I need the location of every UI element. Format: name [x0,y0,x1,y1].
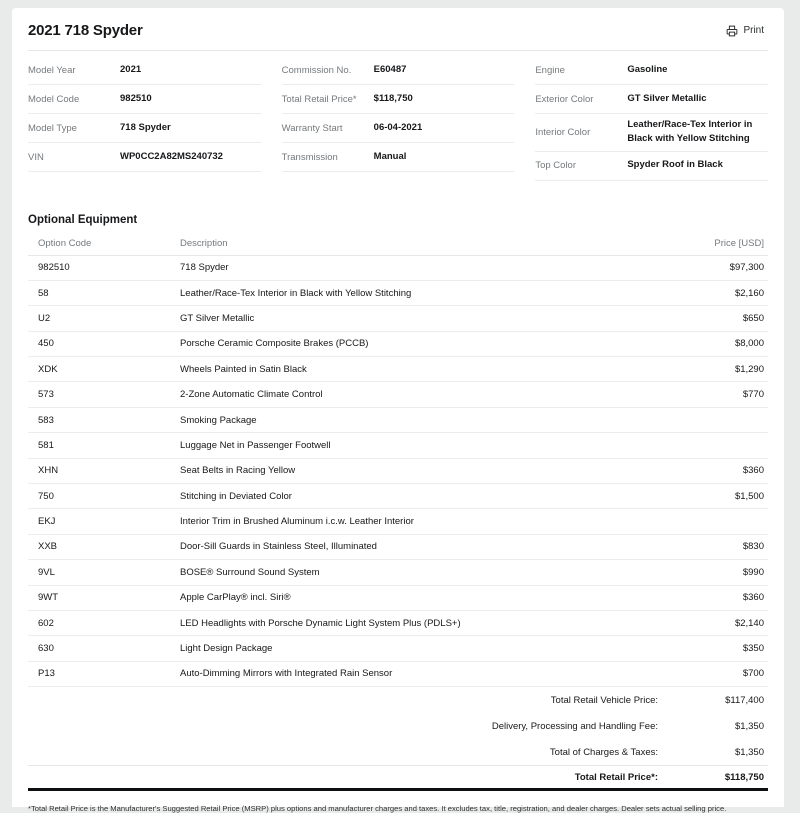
info-row [282,114,515,143]
option-code-cell: EKJ [38,516,56,528]
price-cell: $770 [742,389,764,401]
info-label: Model Code [28,93,80,105]
info-row [535,114,768,152]
info-label: Commission No. [281,64,352,76]
description-cell: GT Silver Metallic [180,312,255,324]
table-row [28,459,768,484]
price-cell: $1,290 [734,363,764,375]
info-row [282,143,515,172]
printer-icon [726,25,738,37]
price-cell: $360 [742,592,764,604]
description-cell: Leather/Race-Tex Interior in Black with Yellow Stitching [180,287,412,299]
option-code-cell: 630 [38,643,54,655]
table-row [28,332,768,357]
option-code-cell: 9WT [38,592,59,604]
equipment-table-header [28,232,768,256]
info-row [282,85,515,114]
description-cell: LED Headlights with Porsche Dynamic Light System Plus (PDLS+) [180,617,461,629]
table-row [28,382,768,407]
description-cell: 718 Spyder [180,262,229,274]
description-cell: Stitching in Deviated Color [180,490,292,502]
total-label: Total Retail Vehicle Price: [550,694,658,706]
optional-equipment-section [28,214,768,688]
table-row [28,408,768,433]
option-code-cell: 573 [38,389,54,401]
price-cell: $700 [742,668,764,680]
price-cell: $830 [742,541,764,553]
info-row [535,152,768,181]
table-row [28,560,768,585]
table-row [28,662,768,687]
table-row [28,636,768,661]
equipment-table-body [28,256,768,688]
description-cell: Auto-Dimming Mirrors with Integrated Rain Sensor [180,668,393,680]
price-cell: $2,140 [734,617,764,629]
page-title: 2021 718 Spyder [28,22,143,39]
option-code-cell: XXB [38,541,58,553]
print-button-label: Print [743,25,764,36]
description-cell: Interior Trim in Brushed Aluminum i.c.w. Leather Interior [180,516,414,528]
option-code-cell: XDK [38,363,58,375]
info-value: E60487 [373,63,407,75]
price-cell: $650 [742,312,764,324]
option-code-cell: U2 [38,312,51,324]
table-row [28,256,768,281]
description-cell: Door-Sill Guards in Stainless Steel, Illuminated [180,541,377,553]
info-value: 982510 [120,92,152,104]
info-value: $118,750 [373,92,413,104]
price-cell: $97,300 [729,262,764,274]
description-cell: Smoking Package [180,414,257,426]
table-row [28,306,768,331]
info-value: 2021 [120,63,142,75]
table-row [28,357,768,382]
price-cell: $8,000 [734,338,764,350]
info-value: Manual [373,150,407,162]
info-row [282,56,515,85]
info-value: Leather/Race-Tex Interior in Black with Yellow Stitching [627,119,753,145]
option-code-cell: 602 [38,617,54,629]
column-header-description: Description [180,237,228,249]
info-value: Spyder Roof in Black [627,159,723,171]
option-code-cell: 58 [38,287,49,299]
total-value: $1,350 [734,746,764,758]
column-header-price: Price [USD] [714,237,764,249]
vehicle-detail-card [12,8,784,813]
info-label: Top Color [535,160,576,171]
option-code-cell: 982510 [38,262,70,274]
price-cell: $1,500 [734,490,764,502]
footnote: *Total Retail Price is the Manufacturer's Suggested Retail Price (MSRP) plus options and manufacturer charges and taxes. It excludes tax, title, registration, and dealer charges. Dealer sets actual selling price. [28,804,727,813]
info-row [535,85,768,114]
price-cell: $2,160 [734,287,764,299]
info-value: Gasoline [627,63,668,75]
option-code-cell: XHN [38,465,59,477]
totals-section [28,687,768,791]
table-row [28,535,768,560]
grand-total-label: Total Retail Price*: [574,771,658,783]
option-code-cell: 581 [38,439,54,451]
info-row [28,56,261,85]
optional-equipment-title: Optional Equipment [28,213,138,226]
info-label: Warranty Start [281,122,343,134]
description-cell: Luggage Net in Passenger Footwell [180,439,331,451]
info-value: 718 Spyder [120,121,171,133]
vehicle-info-column [535,56,768,181]
vehicle-info-grid [28,56,768,181]
table-row [28,433,768,458]
info-label: Exterior Color [535,93,594,105]
description-cell: Seat Belts in Racing Yellow [180,465,296,477]
info-label: Model Type [28,122,77,134]
description-cell: BOSE® Surround Sound System [180,566,320,578]
total-label: Total of Charges & Taxes: [549,746,658,758]
info-label: Engine [535,64,565,76]
description-cell: Wheels Painted in Satin Black [180,363,307,375]
total-row [28,713,768,739]
info-row [535,56,768,85]
table-row [28,611,768,636]
price-cell: $990 [742,566,764,578]
vehicle-info-column [28,56,261,181]
description-cell: 2-Zone Automatic Climate Control [180,389,323,401]
info-value: 06-04-2021 [373,121,423,133]
info-value: WP0CC2A82MS240732 [120,150,223,162]
total-row [28,687,768,713]
grand-total-value: $118,750 [724,771,764,783]
option-code-cell: 583 [38,414,54,426]
info-label: Interior Color [535,126,591,138]
table-row [28,484,768,509]
table-row [28,509,768,534]
table-row [28,586,768,611]
grand-total-row [28,765,768,791]
totals-rows [28,687,768,765]
option-code-cell: 450 [38,338,54,350]
total-row [28,739,768,765]
column-header-option-code: Option Code [38,237,92,249]
total-label: Delivery, Processing and Handling Fee: [491,720,658,732]
total-value: $117,400 [725,694,764,706]
option-code-cell: 750 [38,490,54,502]
vehicle-info-column [282,56,515,181]
option-code-cell: P13 [38,668,55,680]
description-cell: Porsche Ceramic Composite Brakes (PCCB) [180,338,369,350]
info-label: Model Year [28,64,76,76]
info-label: Total Retail Price* [281,93,357,105]
info-row [28,114,261,143]
card-header [28,8,768,51]
optional-equipment-table [28,232,768,688]
description-cell: Apple CarPlay® incl. Siri® [180,592,291,604]
print-button[interactable] [722,22,768,40]
info-value: GT Silver Metallic [627,92,707,104]
info-label: Transmission [281,151,338,163]
description-cell: Light Design Package [180,643,273,655]
price-cell: $350 [742,643,764,655]
info-row [28,85,261,114]
table-row [28,281,768,306]
option-code-cell: 9VL [38,566,55,578]
total-value: $1,350 [734,720,764,732]
info-row [28,143,261,172]
info-label: VIN [28,151,44,163]
price-cell: $360 [742,465,764,477]
